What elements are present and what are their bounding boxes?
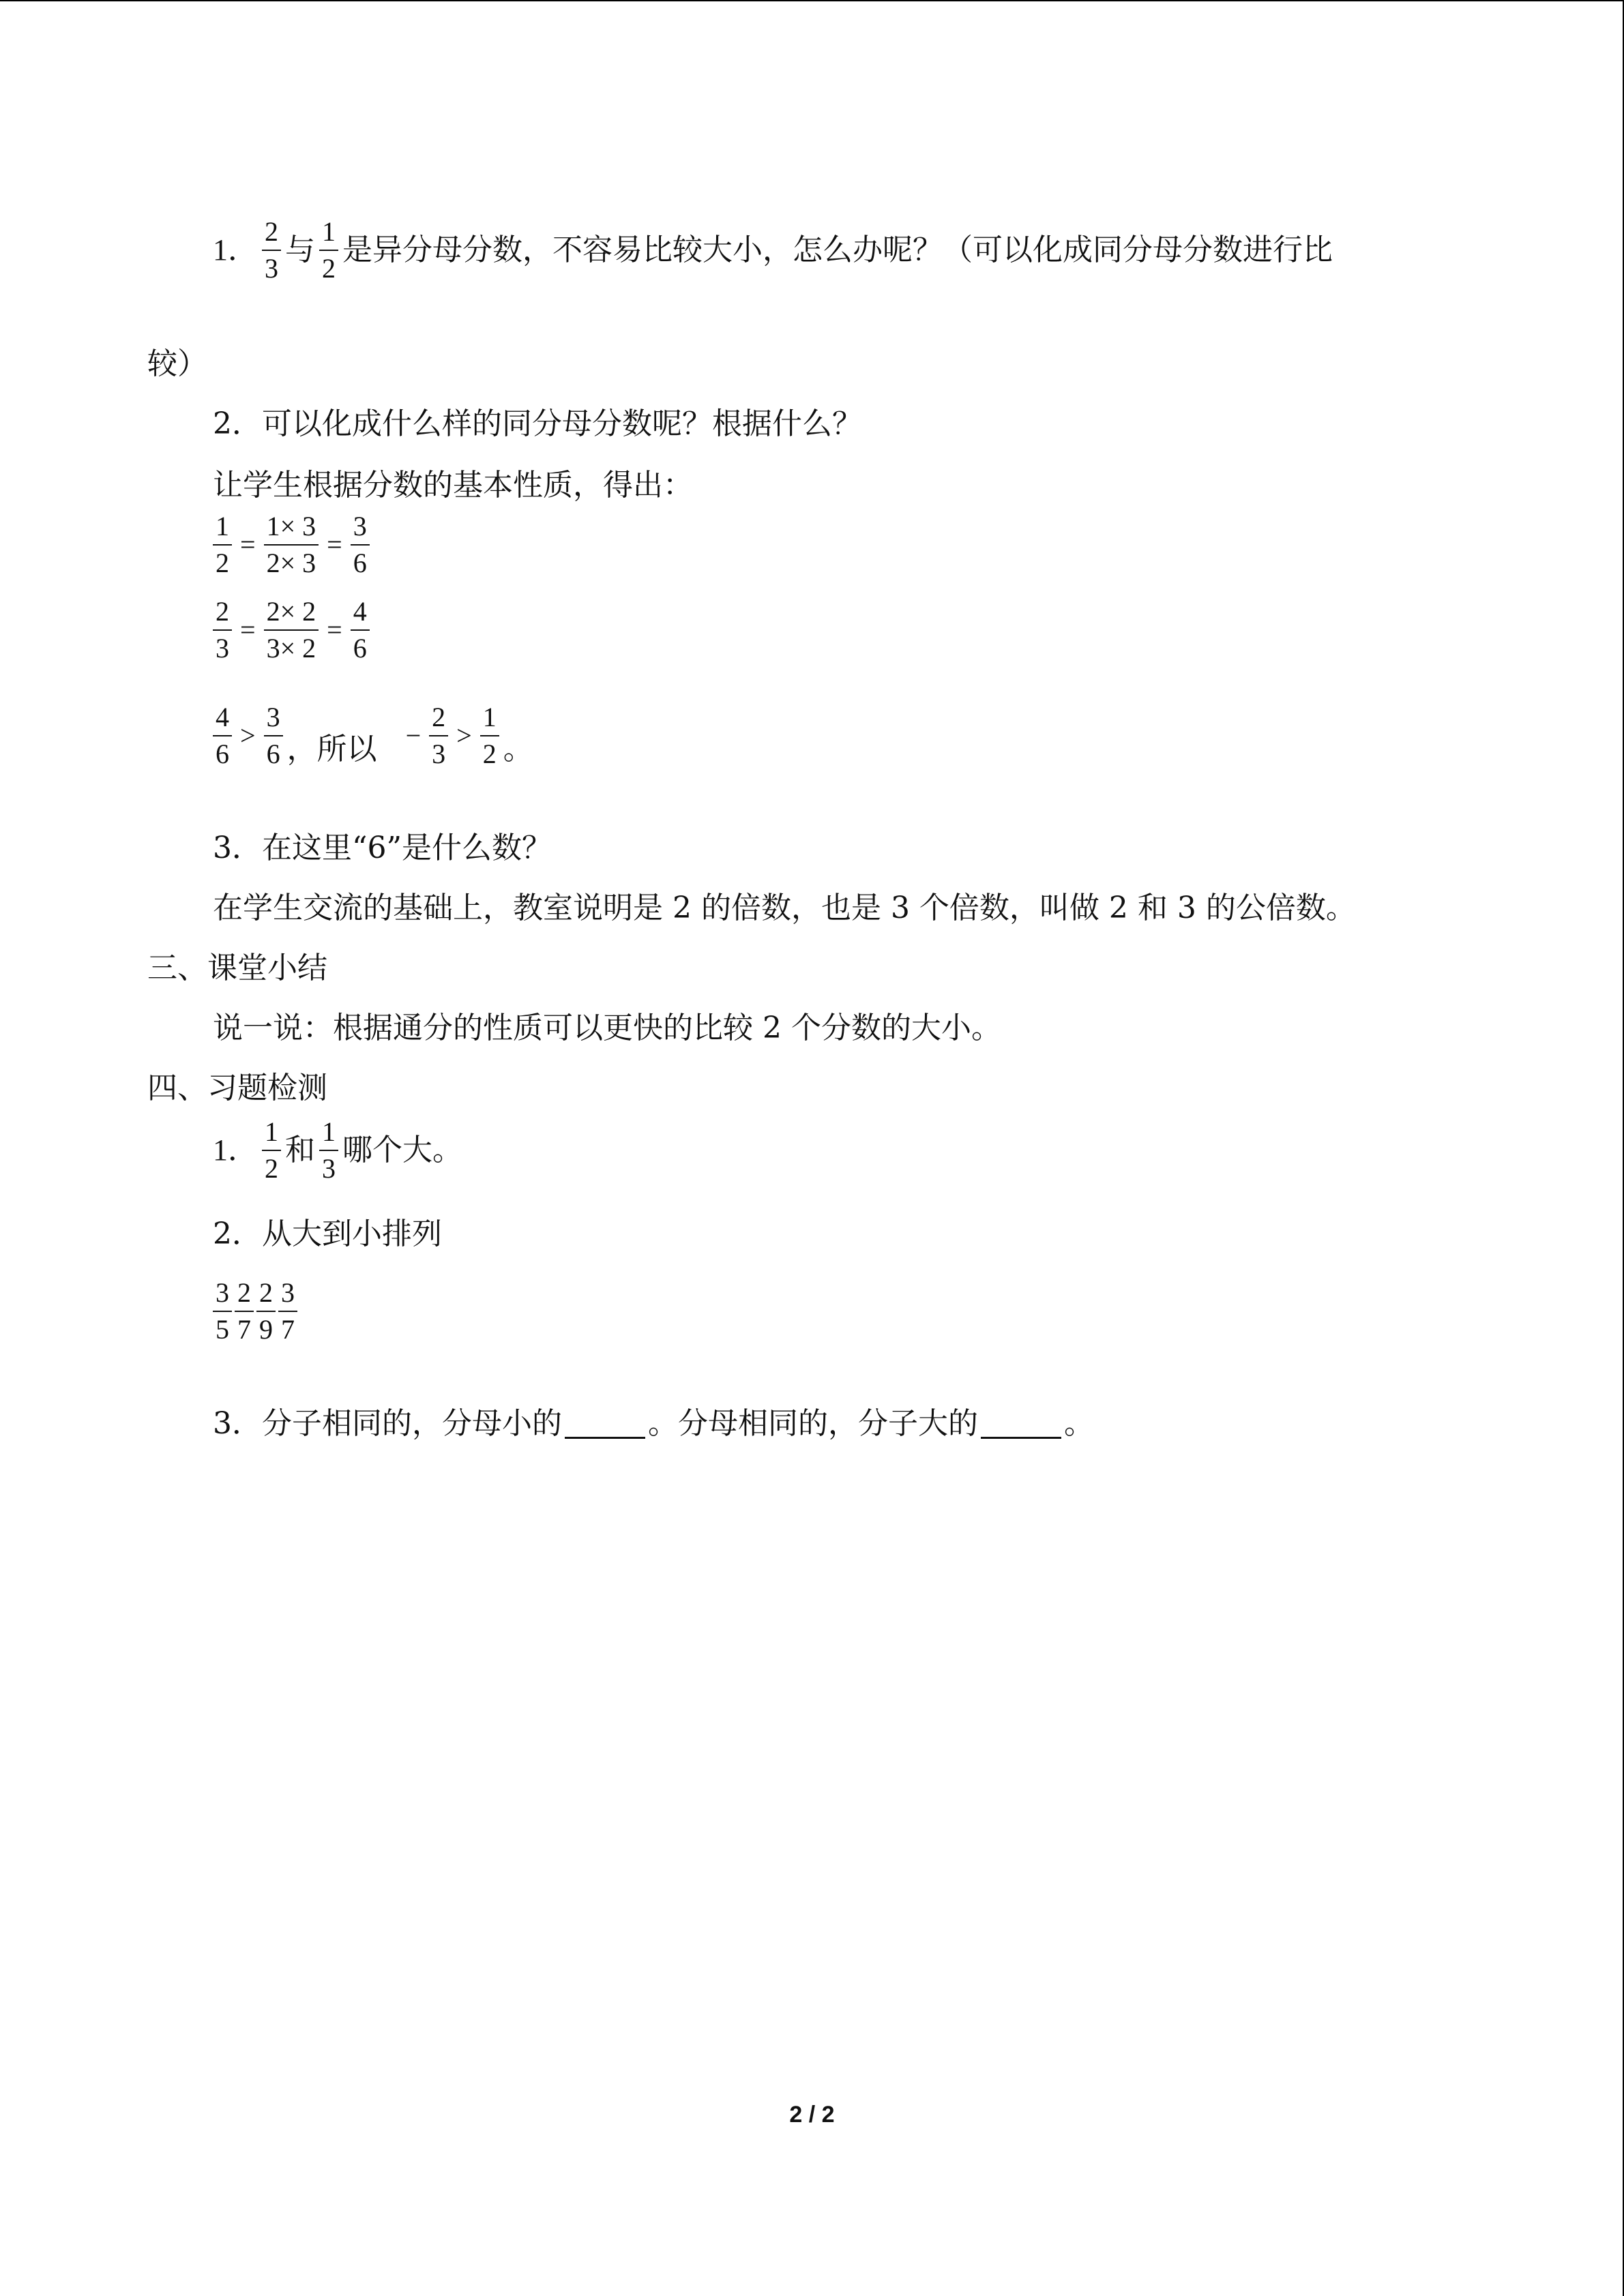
fraction: $\frac{3}{6}$	[264, 704, 283, 768]
period: 。	[503, 732, 533, 766]
comparison-line	[213, 704, 533, 768]
equals-sign: =	[327, 529, 342, 560]
question-number: 1．	[213, 233, 258, 267]
fraction-expression: $\frac{1\times 3}{2\times 3}$	[264, 513, 319, 577]
fraction: $\frac{2}{7}$	[235, 1279, 254, 1343]
answer-blank[interactable]	[981, 1410, 1061, 1439]
exercise-1-tail: 哪个大。	[342, 1133, 462, 1167]
fraction: $\frac{3}{5}$	[213, 1279, 232, 1343]
page-number: 2 / 2	[789, 2102, 835, 2128]
question-1-text: 是异分母分数，不容易比较大小，怎么办呢？（可以化成同分母分数进行比	[342, 233, 1333, 267]
exercise-3-line	[213, 1406, 1094, 1441]
fraction-two-thirds: $\frac{2}{3}$	[262, 218, 281, 282]
fraction: $\frac{2}{3}$	[429, 704, 448, 768]
minus-sign: −	[405, 720, 422, 751]
question-3-text: 3．在这里“6”是什么数？	[213, 831, 552, 865]
section-3-heading: 三、课堂小结	[147, 951, 327, 985]
connector-yu: 与	[285, 233, 315, 267]
question-1-continuation: 较）	[147, 346, 207, 381]
exercise-3-part1: 3．分子相同的，分母小的	[213, 1406, 562, 1441]
equals-sign: =	[240, 614, 256, 645]
greater-than-sign: >	[456, 720, 472, 751]
greater-than-sign: >	[240, 720, 256, 751]
fraction-one-third: $\frac{1}{3}$	[319, 1118, 338, 1182]
fraction-one-half: $\frac{1}{2}$	[262, 1118, 281, 1182]
equals-sign: =	[240, 529, 256, 560]
equation-two-thirds	[213, 598, 374, 662]
section-4-heading: 四、习题检测	[147, 1071, 327, 1105]
exercise-2-fractions	[213, 1279, 299, 1343]
section-3-text: 说一说：根据通分的性质可以更快的比较 2 个分数的大小。	[213, 1011, 1001, 1045]
question-2-text: 2．可以化成什么样的同分母分数呢？根据什么？	[213, 406, 862, 441]
exercise-3-part3: 。	[1064, 1406, 1094, 1441]
fraction: $\frac{2}{9}$	[256, 1279, 276, 1343]
exercise-number: 1．	[213, 1133, 258, 1167]
question-2-explain: 让学生根据分数的基本性质，得出：	[213, 468, 693, 503]
fraction-one-half: $\frac{1}{2}$	[319, 218, 338, 282]
fraction-expression: $\frac{2\times 2}{3\times 2}$	[264, 598, 319, 662]
fraction: $\frac{1}{2}$	[480, 704, 499, 768]
answer-blank[interactable]	[565, 1410, 645, 1439]
exercise-3-part2: 。分母相同的，分子大的	[648, 1406, 978, 1441]
equation-one-half	[213, 513, 374, 577]
fraction: $\frac{1}{2}$	[213, 513, 232, 577]
fraction: $\frac{3}{7}$	[278, 1279, 297, 1343]
therefore-text: ，所以	[286, 732, 377, 766]
fraction: $\frac{4}{6}$	[213, 704, 232, 768]
fraction: $\frac{3}{6}$	[351, 513, 370, 577]
equals-sign: =	[327, 614, 342, 645]
exercise-1-line	[213, 1118, 462, 1182]
exercise-2-text: 2．从大到小排列	[213, 1217, 442, 1251]
question-3-explain: 在学生交流的基础上，教室说明是 2 的倍数，也是 3 个倍数，叫做 2 和 3 的公倍数。	[213, 891, 1356, 925]
fraction: $\frac{4}{6}$	[351, 598, 370, 662]
question-1-line	[213, 218, 1333, 282]
connector-he: 和	[285, 1133, 315, 1167]
fraction: $\frac{2}{3}$	[213, 598, 232, 662]
